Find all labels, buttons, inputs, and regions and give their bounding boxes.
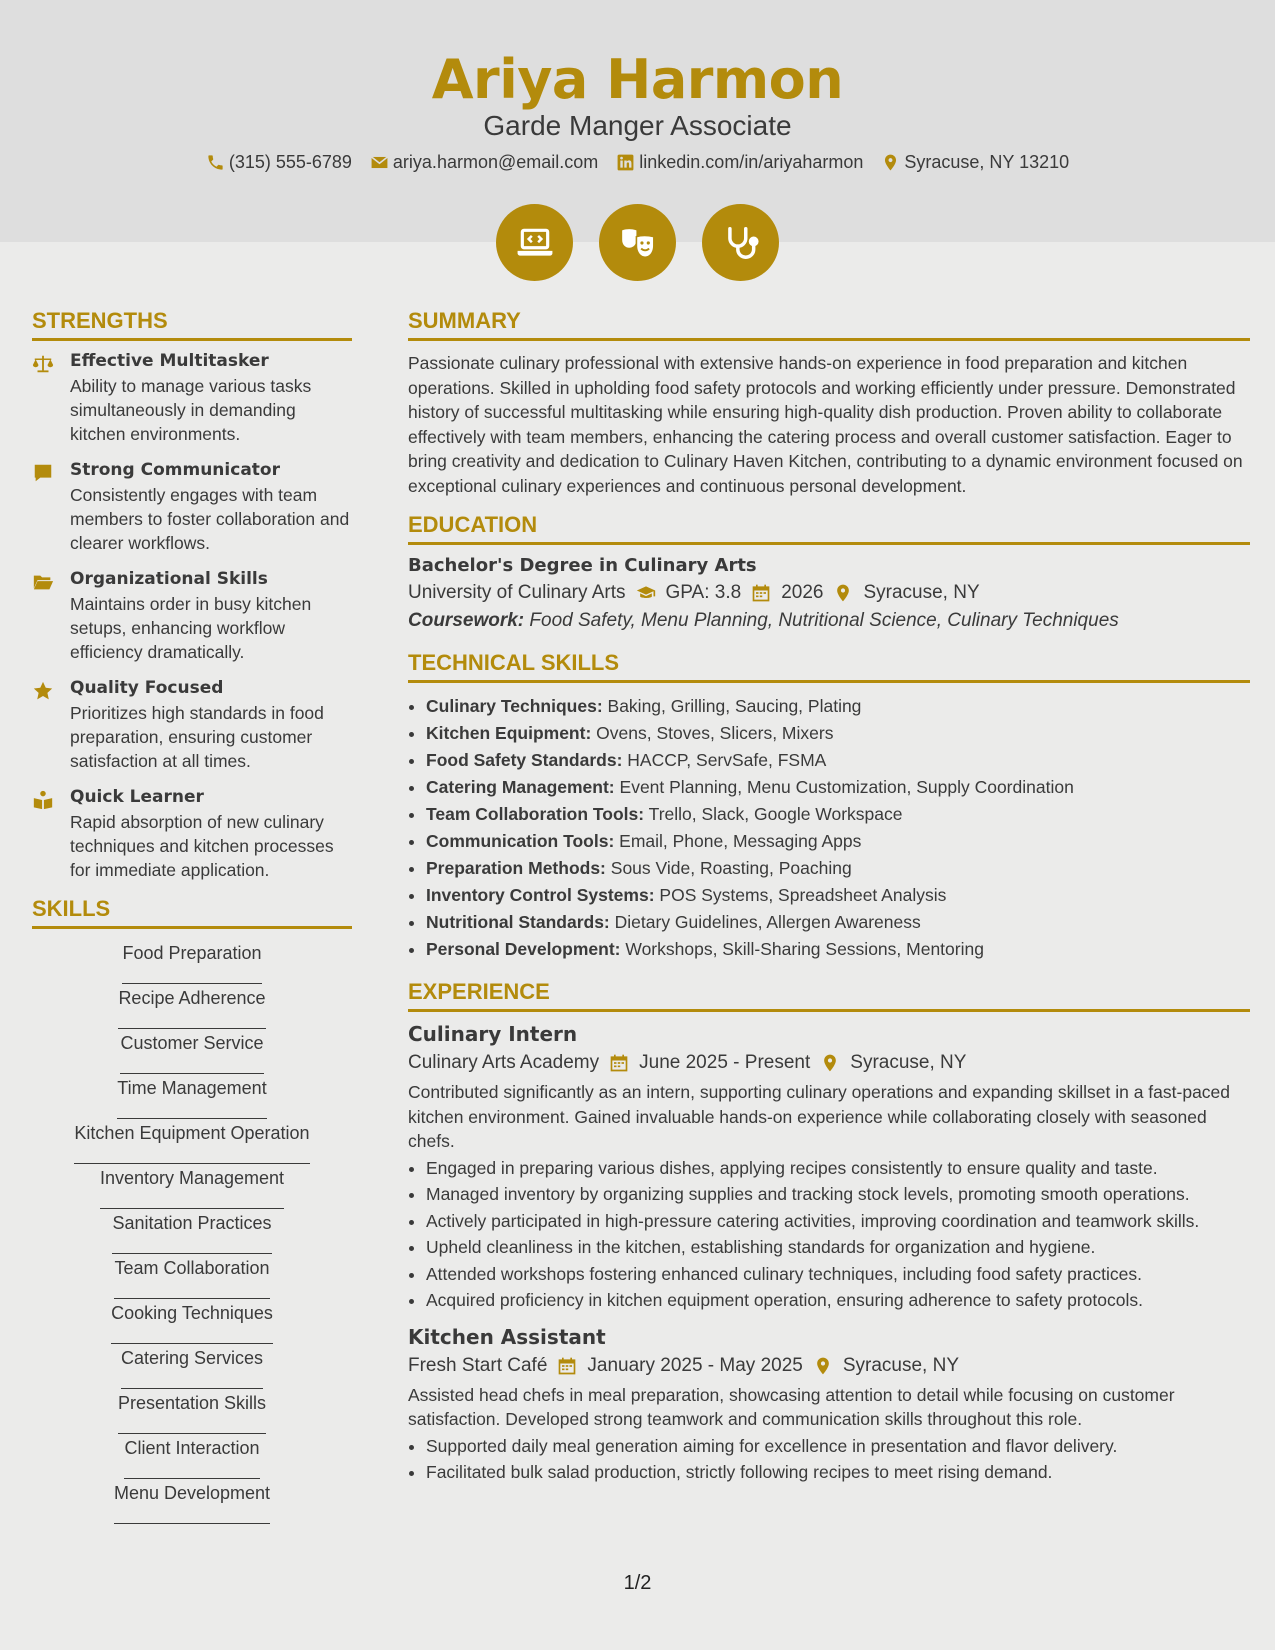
book-reader-icon: [32, 789, 54, 811]
skill-item-wrap: [122, 939, 261, 984]
skill-item: Cooking Techniques: [111, 1299, 273, 1344]
technical-skill-item: [426, 828, 1250, 855]
education-heading: EDUCATION: [408, 512, 1250, 545]
skill-item: Time Management: [117, 1074, 266, 1119]
job-dates: January 2025 - May 2025: [587, 1354, 803, 1376]
job-bullet: • Facilitated bulk salad production, strictly following recipes to meet rising demand.: [426, 1460, 1250, 1485]
candidate-name: Ariya Harmon: [431, 48, 844, 111]
calendar-icon: [609, 1053, 629, 1073]
location-text: Syracuse, NY 13210: [904, 152, 1070, 172]
technical-skill-label: Food Safety Standards:: [426, 750, 623, 770]
graduation-cap-icon: [636, 583, 656, 603]
contact-location: [881, 152, 1069, 173]
job-dates: June 2025 - Present: [639, 1052, 811, 1073]
strength-text: Prioritizes high standards in food preparation, ensuring customer satisfaction at all times.: [70, 703, 324, 771]
strength-text: Maintains order in busy kitchen setups, enhancing workflow efficiency dramatically.: [70, 594, 312, 662]
skill-item: Client Interaction: [124, 1434, 259, 1479]
job-entry: [408, 1022, 1250, 1313]
email-text: ariya.harmon@email.com: [392, 152, 599, 172]
skills-heading: SKILLS: [32, 896, 352, 929]
job-location: Syracuse, NY: [850, 1052, 967, 1073]
job-bullet: • Upheld cleanliness in the kitchen, establishing standards for organization and hygiene.: [426, 1235, 1250, 1260]
technical-skill-item: [426, 693, 1250, 720]
job-title: Kitchen Assistant: [408, 1324, 606, 1349]
strength-item: [32, 787, 352, 882]
skill-item: Presentation Skills: [118, 1389, 266, 1434]
technical-skill-value: Workshops, Skill-Sharing Sessions, Mentoring: [625, 939, 984, 959]
skill-item-wrap: [118, 1389, 266, 1434]
skill-item-wrap: [118, 984, 265, 1029]
school-name: University of Culinary Arts: [408, 582, 626, 603]
degree-title: Bachelor's Degree in Culinary Arts: [408, 555, 757, 576]
strength-title: Quality Focused: [70, 678, 224, 698]
graduation-year: 2026: [781, 582, 824, 603]
skill-item: Inventory Management: [100, 1164, 284, 1209]
job-bullet: • Managed inventory by organizing supplies and tracking stock levels, promoting smooth operations.: [426, 1182, 1250, 1207]
badge-stethoscope: [702, 204, 779, 281]
school-location: Syracuse, NY: [863, 582, 980, 603]
phone-text: (315) 555-6789: [228, 152, 352, 172]
technical-heading: TECHNICAL SKILLS: [408, 650, 1250, 683]
summary-text: Passionate culinary professional with extensive hands-on experience in food preparation and kitchen operations. Skilled in upholding food safety protocols and working efficiently under pressure. Demonstrated history of successful multitasking while ensuring high-quality dish production. Proven ability to collaborate effectively with team members, enhancing the catering process and overall customer satisfaction. Eager to bring creativity and dedication to Culinary Haven Kitchen, contributing to a dynamic environment focused on exceptional culinary experiences and continuous personal development.: [408, 353, 1243, 496]
comment-icon: [32, 462, 54, 484]
technical-skill-label: Personal Development:: [426, 939, 621, 959]
job-bullets: [408, 1434, 1250, 1485]
strength-text: Ability to manage various tasks simultaneously in demanding kitchen environments.: [70, 376, 312, 444]
technical-skill-item: [426, 801, 1250, 828]
coursework-label: Coursework:: [408, 610, 525, 631]
technical-skill-value: HACCP, ServSafe, FSMA: [627, 750, 827, 770]
strength-item: [32, 460, 352, 555]
job-bullet: • Engaged in preparing various dishes, applying recipes consistently to ensure quality and taste.: [426, 1156, 1250, 1181]
envelope-icon: [370, 153, 389, 172]
right-column: [408, 308, 1250, 1497]
job-bullet: • Supported daily meal generation aiming for excellence in presentation and flavor delivery.: [426, 1434, 1250, 1459]
coursework: [408, 610, 1250, 632]
job-title: Culinary Intern: [408, 1022, 578, 1046]
job-entry: [408, 1325, 1250, 1485]
calendar-icon: [557, 1356, 577, 1376]
job-bullet: • Actively participated in high-pressure catering activities, improving coordination and teamwork skills.: [426, 1209, 1250, 1234]
star-icon: [32, 680, 54, 702]
job-bullet: • Acquired proficiency in kitchen equipment operation, ensuring adherence to safety protocols.: [426, 1288, 1250, 1313]
laptop-code-icon: [516, 224, 554, 262]
technical-skill-value: Ovens, Stoves, Slicers, Mixers: [596, 723, 834, 743]
strength-text: Rapid absorption of new culinary techniques and kitchen processes for immediate application.: [70, 812, 334, 880]
badge-masks: [599, 204, 676, 281]
technical-skill-value: Baking, Grilling, Saucing, Plating: [607, 696, 862, 716]
skill-item-wrap: [124, 1434, 259, 1479]
skill-item-wrap: [100, 1164, 284, 1209]
experience-list: [408, 1022, 1250, 1485]
left-column: [32, 308, 352, 1524]
technical-skill-label: Culinary Techniques:: [426, 696, 603, 716]
strengths-list: [32, 351, 352, 882]
strength-item: [32, 351, 352, 446]
phone-icon: [206, 153, 225, 172]
badge-row: [0, 204, 1275, 281]
linkedin-text: linkedin.com/in/ariyaharmon: [639, 152, 864, 172]
skill-item: Recipe Adherence: [118, 984, 265, 1029]
job-meta: [408, 1355, 1250, 1377]
technical-skill-label: Team Collaboration Tools:: [426, 804, 645, 824]
map-marker-icon: [881, 153, 900, 172]
skill-item-wrap: [112, 1209, 271, 1254]
technical-skill-item: [426, 720, 1250, 747]
technical-skill-item: [426, 747, 1250, 774]
job-company: Fresh Start Café: [408, 1354, 548, 1376]
job-bullet: • Attended workshops fostering enhanced culinary techniques, including food safety practices.: [426, 1262, 1250, 1287]
technical-skill-label: Kitchen Equipment:: [426, 723, 592, 743]
technical-skill-value: Event Planning, Menu Customization, Supply Coordination: [619, 777, 1074, 797]
skills-section: [32, 896, 352, 1524]
skill-item-wrap: [74, 1119, 309, 1164]
job-company: Culinary Arts Academy: [408, 1052, 600, 1073]
map-marker-icon: [833, 583, 853, 603]
skill-item-wrap: [121, 1344, 263, 1389]
skill-item-wrap: [114, 1479, 270, 1524]
balance-scale-icon: [32, 353, 54, 375]
technical-skill-label: Preparation Methods:: [426, 858, 606, 878]
job-location: Syracuse, NY: [842, 1354, 960, 1376]
strength-title: Effective Multitasker: [70, 351, 269, 371]
job-bullets: [408, 1156, 1250, 1313]
skill-item: Customer Service: [120, 1029, 263, 1074]
calendar-icon: [751, 583, 771, 603]
technical-skill-label: Catering Management:: [426, 777, 615, 797]
strength-item: [32, 569, 352, 664]
technical-skill-value: Sous Vide, Roasting, Poaching: [610, 858, 852, 878]
strengths-heading: STRENGTHS: [32, 308, 352, 341]
coursework-list: Food Safety, Menu Planning, Nutritional Science, Culinary Techniques: [529, 610, 1119, 631]
technical-skill-item: [426, 882, 1250, 909]
technical-skill-value: Trello, Slack, Google Workspace: [648, 804, 903, 824]
skill-item: Team Collaboration: [114, 1254, 269, 1299]
skill-item-wrap: [120, 1029, 263, 1074]
skill-item: Catering Services: [121, 1344, 263, 1389]
map-marker-icon: [813, 1356, 833, 1376]
technical-skill-item: [426, 855, 1250, 882]
skill-item-wrap: [117, 1074, 266, 1119]
technical-skill-label: Nutritional Standards:: [426, 912, 610, 932]
badge-laptop: [496, 204, 573, 281]
contact-linkedin[interactable]: [616, 152, 863, 173]
skills-list: [32, 939, 352, 1524]
technical-skill-item: [426, 909, 1250, 936]
gpa-text: GPA: 3.8: [665, 582, 742, 603]
page-number: 1/2: [623, 1572, 652, 1594]
strength-title: Strong Communicator: [70, 460, 280, 480]
strength-title: Organizational Skills: [70, 569, 268, 589]
technical-skill-value: Email, Phone, Messaging Apps: [619, 831, 862, 851]
linkedin-icon: [616, 153, 635, 172]
job-description: Assisted head chefs in meal preparation, showcasing attention to detail while focusing on customer satisfaction. Developed strong teamwork and communication skills throughout this role.: [408, 1384, 1175, 1429]
skill-item: Kitchen Equipment Operation: [74, 1119, 309, 1164]
map-marker-icon: [820, 1053, 840, 1073]
skill-item-wrap: [114, 1254, 269, 1299]
summary-heading: SUMMARY: [408, 308, 1250, 341]
folder-open-icon: [32, 571, 54, 593]
stethoscope-icon: [722, 224, 760, 262]
job-description: Contributed significantly as an intern, supporting culinary operations and expanding skillset in a fast-paced kitchen environment. Gained invaluable hands-on experience while collaborating closely with seasoned chefs.: [408, 1082, 1231, 1151]
technical-skill-value: POS Systems, Spreadsheet Analysis: [659, 885, 947, 905]
skill-item: Food Preparation: [122, 939, 261, 984]
technical-skill-label: Inventory Control Systems:: [426, 885, 655, 905]
skill-item: Sanitation Practices: [112, 1209, 271, 1254]
contact-email[interactable]: [370, 152, 598, 173]
job-meta: [408, 1052, 1250, 1074]
technical-skill-label: Communication Tools:: [426, 831, 615, 851]
technical-skill-item: [426, 936, 1250, 963]
skill-item-wrap: [111, 1299, 273, 1344]
candidate-title: Garde Manger Associate: [483, 110, 792, 141]
strength-title: Quick Learner: [70, 787, 204, 807]
technical-skills-list: [408, 693, 1250, 963]
strength-item: [32, 678, 352, 773]
technical-skill-item: [426, 774, 1250, 801]
skill-item: Menu Development: [114, 1479, 270, 1524]
contact-bar: [0, 152, 1275, 173]
education-meta: [408, 582, 1250, 604]
contact-phone[interactable]: [206, 152, 352, 173]
technical-skill-value: Dietary Guidelines, Allergen Awareness: [614, 912, 921, 932]
strength-text: Consistently engages with team members to foster collaboration and clearer workflows.: [70, 485, 350, 553]
theater-masks-icon: [619, 224, 657, 262]
experience-heading: EXPERIENCE: [408, 979, 1250, 1012]
